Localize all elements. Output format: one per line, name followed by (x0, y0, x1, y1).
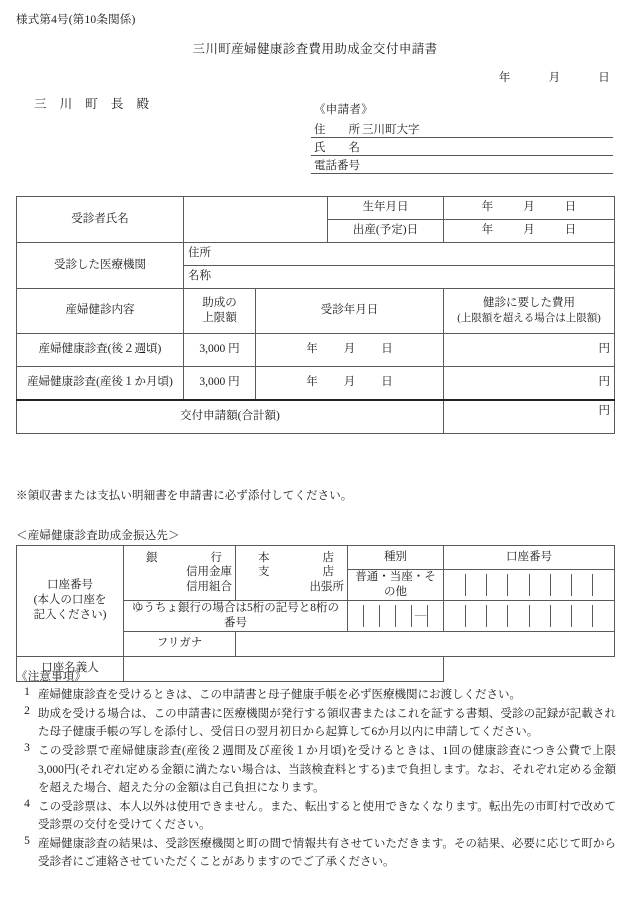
branch-type-line1: 本 店 (258, 551, 344, 564)
total-row (17, 400, 615, 434)
note-number: 3 (24, 742, 30, 755)
birth-due-year-label: 年 (481, 224, 494, 237)
bank-type-field[interactable] (124, 546, 236, 601)
note-number: 5 (24, 835, 30, 848)
birthdate-day-label: 日 (564, 201, 577, 214)
list-item (16, 835, 616, 871)
exam-row-cost[interactable]: 円 (444, 367, 615, 401)
list-item (16, 742, 616, 796)
list-item (16, 798, 616, 834)
account-number-cell[interactable] (508, 574, 529, 596)
col-header-exam-date: 受診年月日 (256, 289, 444, 334)
account-number-cell[interactable] (487, 605, 508, 627)
table-row (17, 243, 615, 266)
account-number-cell-strip (444, 574, 614, 596)
form-number: 様式第4号(第10条関係) (16, 14, 136, 26)
yucho-symbol-cell-strip (348, 605, 443, 627)
account-number-cell[interactable] (529, 605, 550, 627)
total-label: 交付申請額(合計額) (17, 400, 444, 434)
account-number-cell[interactable] (487, 574, 508, 596)
bank-left-label-line2: (本人の口座を (33, 594, 107, 607)
col-header-cost-line1: 健診に要した費用 (483, 297, 575, 310)
table-header-row (17, 289, 615, 334)
table-row (17, 367, 615, 401)
birth-due-month-label: 月 (523, 224, 535, 237)
submission-date-line (16, 69, 614, 85)
applicant-section-label: 《申請者》 (314, 104, 373, 116)
account-number-cell[interactable] (508, 605, 529, 627)
exam-row-date-year: 年 (306, 376, 318, 389)
yucho-separator: ― (411, 605, 427, 627)
table-row (17, 334, 615, 367)
account-number-cell[interactable] (550, 574, 571, 596)
applicant-address-label: 住 所 (314, 124, 360, 136)
col-header-content: 産婦健診内容 (17, 289, 184, 334)
birth-due-label: 出産(予定)日 (328, 220, 444, 243)
main-form-table (16, 196, 614, 434)
account-kind-label: 種別 (348, 546, 444, 570)
examinee-name-label: 受診者氏名 (17, 197, 184, 243)
account-number-cell[interactable] (444, 605, 465, 627)
bank-type-line3: 信用組合 (186, 581, 232, 594)
yucho-symbol-cell[interactable] (427, 605, 443, 627)
account-number-cell[interactable] (465, 605, 486, 627)
account-number-cell[interactable] (529, 574, 550, 596)
account-number-cells-row2[interactable] (444, 600, 615, 631)
col-header-subsidy-limit-line1: 助成の (202, 296, 237, 309)
col-header-cost-line2: (上限額を超える場合は上限額) (457, 312, 601, 324)
date-day-label: 日 (598, 71, 610, 84)
note-number: 4 (24, 797, 30, 810)
note-text: 産婦健康診査の結果は、受診医療機関と町の間で情報共有させていただきます。その結果、必要に応じて町から受診者にご連絡させていただくことがありますのでご了承ください。 (38, 838, 616, 869)
date-year-label: 年 (498, 71, 511, 84)
col-header-cost (444, 289, 615, 334)
account-number-cell[interactable] (465, 574, 486, 596)
institution-address-label: 住所 (188, 247, 211, 260)
birthdate-value[interactable] (444, 197, 615, 220)
applicant-address-value[interactable]: 三川町大字 (362, 124, 420, 136)
bank-left-label (17, 546, 124, 657)
exam-row-limit: 3,000 円 (184, 334, 256, 367)
exam-row-content: 産婦健康診査(後２週頃) (17, 334, 184, 367)
exam-row-date-day: 日 (381, 376, 393, 389)
account-number-cell[interactable] (593, 574, 614, 596)
note-number: 1 (24, 686, 30, 698)
exam-row-date-month: 月 (343, 343, 356, 356)
birthdate-month-label: 月 (523, 201, 535, 214)
table-row (17, 546, 615, 570)
col-header-subsidy-limit (184, 289, 256, 334)
exam-row-date-day: 日 (381, 343, 393, 356)
furigana-value[interactable] (236, 631, 615, 656)
total-value[interactable]: 円 (444, 400, 615, 434)
yucho-note: ゆうちょ銀行の場合は5桁の記号と8桁の番号 (124, 600, 348, 631)
account-number-cell[interactable] (572, 574, 593, 596)
yucho-symbol-cell[interactable] (395, 605, 411, 627)
account-number-cell[interactable] (593, 605, 614, 627)
col-header-subsidy-limit-line2: 上限額 (202, 312, 237, 324)
page-title: 三川町産婦健康診査費用助成金交付申請書 (192, 41, 438, 56)
branch-type-field[interactable] (236, 546, 348, 601)
exam-row-date-month: 月 (343, 376, 356, 389)
attachment-note: ※領収書または支払い明細書を申請書に必ず添付してください。 (16, 490, 353, 502)
notes-heading: 《注意事項》 (16, 671, 87, 683)
account-number-cell[interactable] (444, 574, 465, 596)
applicant-name-row (311, 138, 613, 156)
bank-left-label-line3: 記入ください) (33, 609, 107, 622)
bank-type-line1: 銀 行 (146, 551, 232, 564)
bank-left-label-line1: 口座番号 (47, 579, 93, 592)
exam-row-date[interactable] (256, 334, 444, 367)
bank-transfer-table (16, 545, 614, 682)
account-number-cell[interactable] (572, 605, 593, 627)
applicant-name-label: 氏 名 (314, 142, 360, 154)
birthdate-year-label: 年 (481, 201, 494, 214)
note-text: この受診票で産婦健康診査(産後２週間及び産後１か月頃)を受けるときは、1回の健康診査につき公費で上限3,000円(それぞれ定める金額に満たない場合は、当該検査料とする)まで負担します。なお、それぞれ定める金額を超えた場合、超えた分の金額は自己負担になります。 (38, 745, 616, 794)
birthdate-label: 生年月日 (328, 197, 444, 220)
furigana-label: フリガナ (124, 631, 236, 656)
note-text: 産婦健康診査を受けるときは、この申請書と母子健康手帳を必ず医療機関にお渡しください。 (38, 689, 521, 701)
note-text: 助成を受ける場合は、この申請書に医療機関が発行する領収書またはこれを証する書類、受診の記録が記載された母子健康手帳の写しを添付し、受信日の翌月初日から起算して6か月以内に申請してください。 (38, 708, 616, 739)
yucho-symbol-cell[interactable] (348, 605, 364, 627)
addressee: 三 川 町 長 殿 (34, 96, 155, 111)
account-number-label: 口座番号 (444, 546, 615, 570)
account-kind-options[interactable]: 普通・当座・その他 (348, 570, 444, 601)
examinee-name-value[interactable] (184, 197, 328, 243)
birth-due-value[interactable] (444, 220, 615, 243)
applicant-address-row (311, 120, 613, 138)
yucho-symbol-cell[interactable] (380, 605, 396, 627)
applicant-phone-row (311, 156, 613, 174)
yucho-symbol-cells[interactable] (348, 600, 444, 631)
exam-row-content: 産婦健康診査(産後１か月頃) (17, 367, 184, 401)
institution-label: 受診した医療機関 (17, 243, 184, 289)
institution-name-label: 名称 (188, 270, 211, 283)
account-number-cell[interactable] (550, 605, 571, 627)
date-month-label: 月 (548, 71, 561, 84)
bank-type-line2: 信用金庫 (186, 566, 232, 579)
account-number-cells-row1[interactable] (444, 570, 615, 601)
list-item (16, 705, 616, 741)
applicant-phone-label: 電話番号 (314, 160, 360, 172)
applicant-block (311, 101, 613, 174)
institution-address-cell[interactable] (184, 243, 615, 266)
exam-row-cost[interactable]: 円 (444, 334, 615, 367)
exam-row-limit: 3,000 円 (184, 367, 256, 401)
yucho-symbol-cell[interactable] (364, 605, 380, 627)
institution-name-cell[interactable] (184, 266, 615, 289)
account-holder-label: 口座名義人 (17, 656, 124, 681)
note-number: 2 (24, 705, 30, 718)
exam-row-date[interactable] (256, 367, 444, 401)
branch-type-line3: 出張所 (309, 581, 344, 594)
table-row (17, 197, 615, 220)
branch-type-line2: 支 店 (258, 566, 344, 579)
exam-row-date-year: 年 (306, 343, 318, 356)
account-number-cell-strip (444, 605, 614, 627)
birth-due-day-label: 日 (564, 224, 577, 237)
note-text: この受診票は、本人以外は使用できません。また、転出すると使用できなくなります。転出先の市町村で改めて受診票の交付を受けてください。 (38, 800, 616, 832)
list-item (16, 686, 616, 704)
bank-section-heading: ＜産婦健康診査助成金振込先＞ (16, 530, 180, 542)
notes-section (16, 668, 616, 873)
